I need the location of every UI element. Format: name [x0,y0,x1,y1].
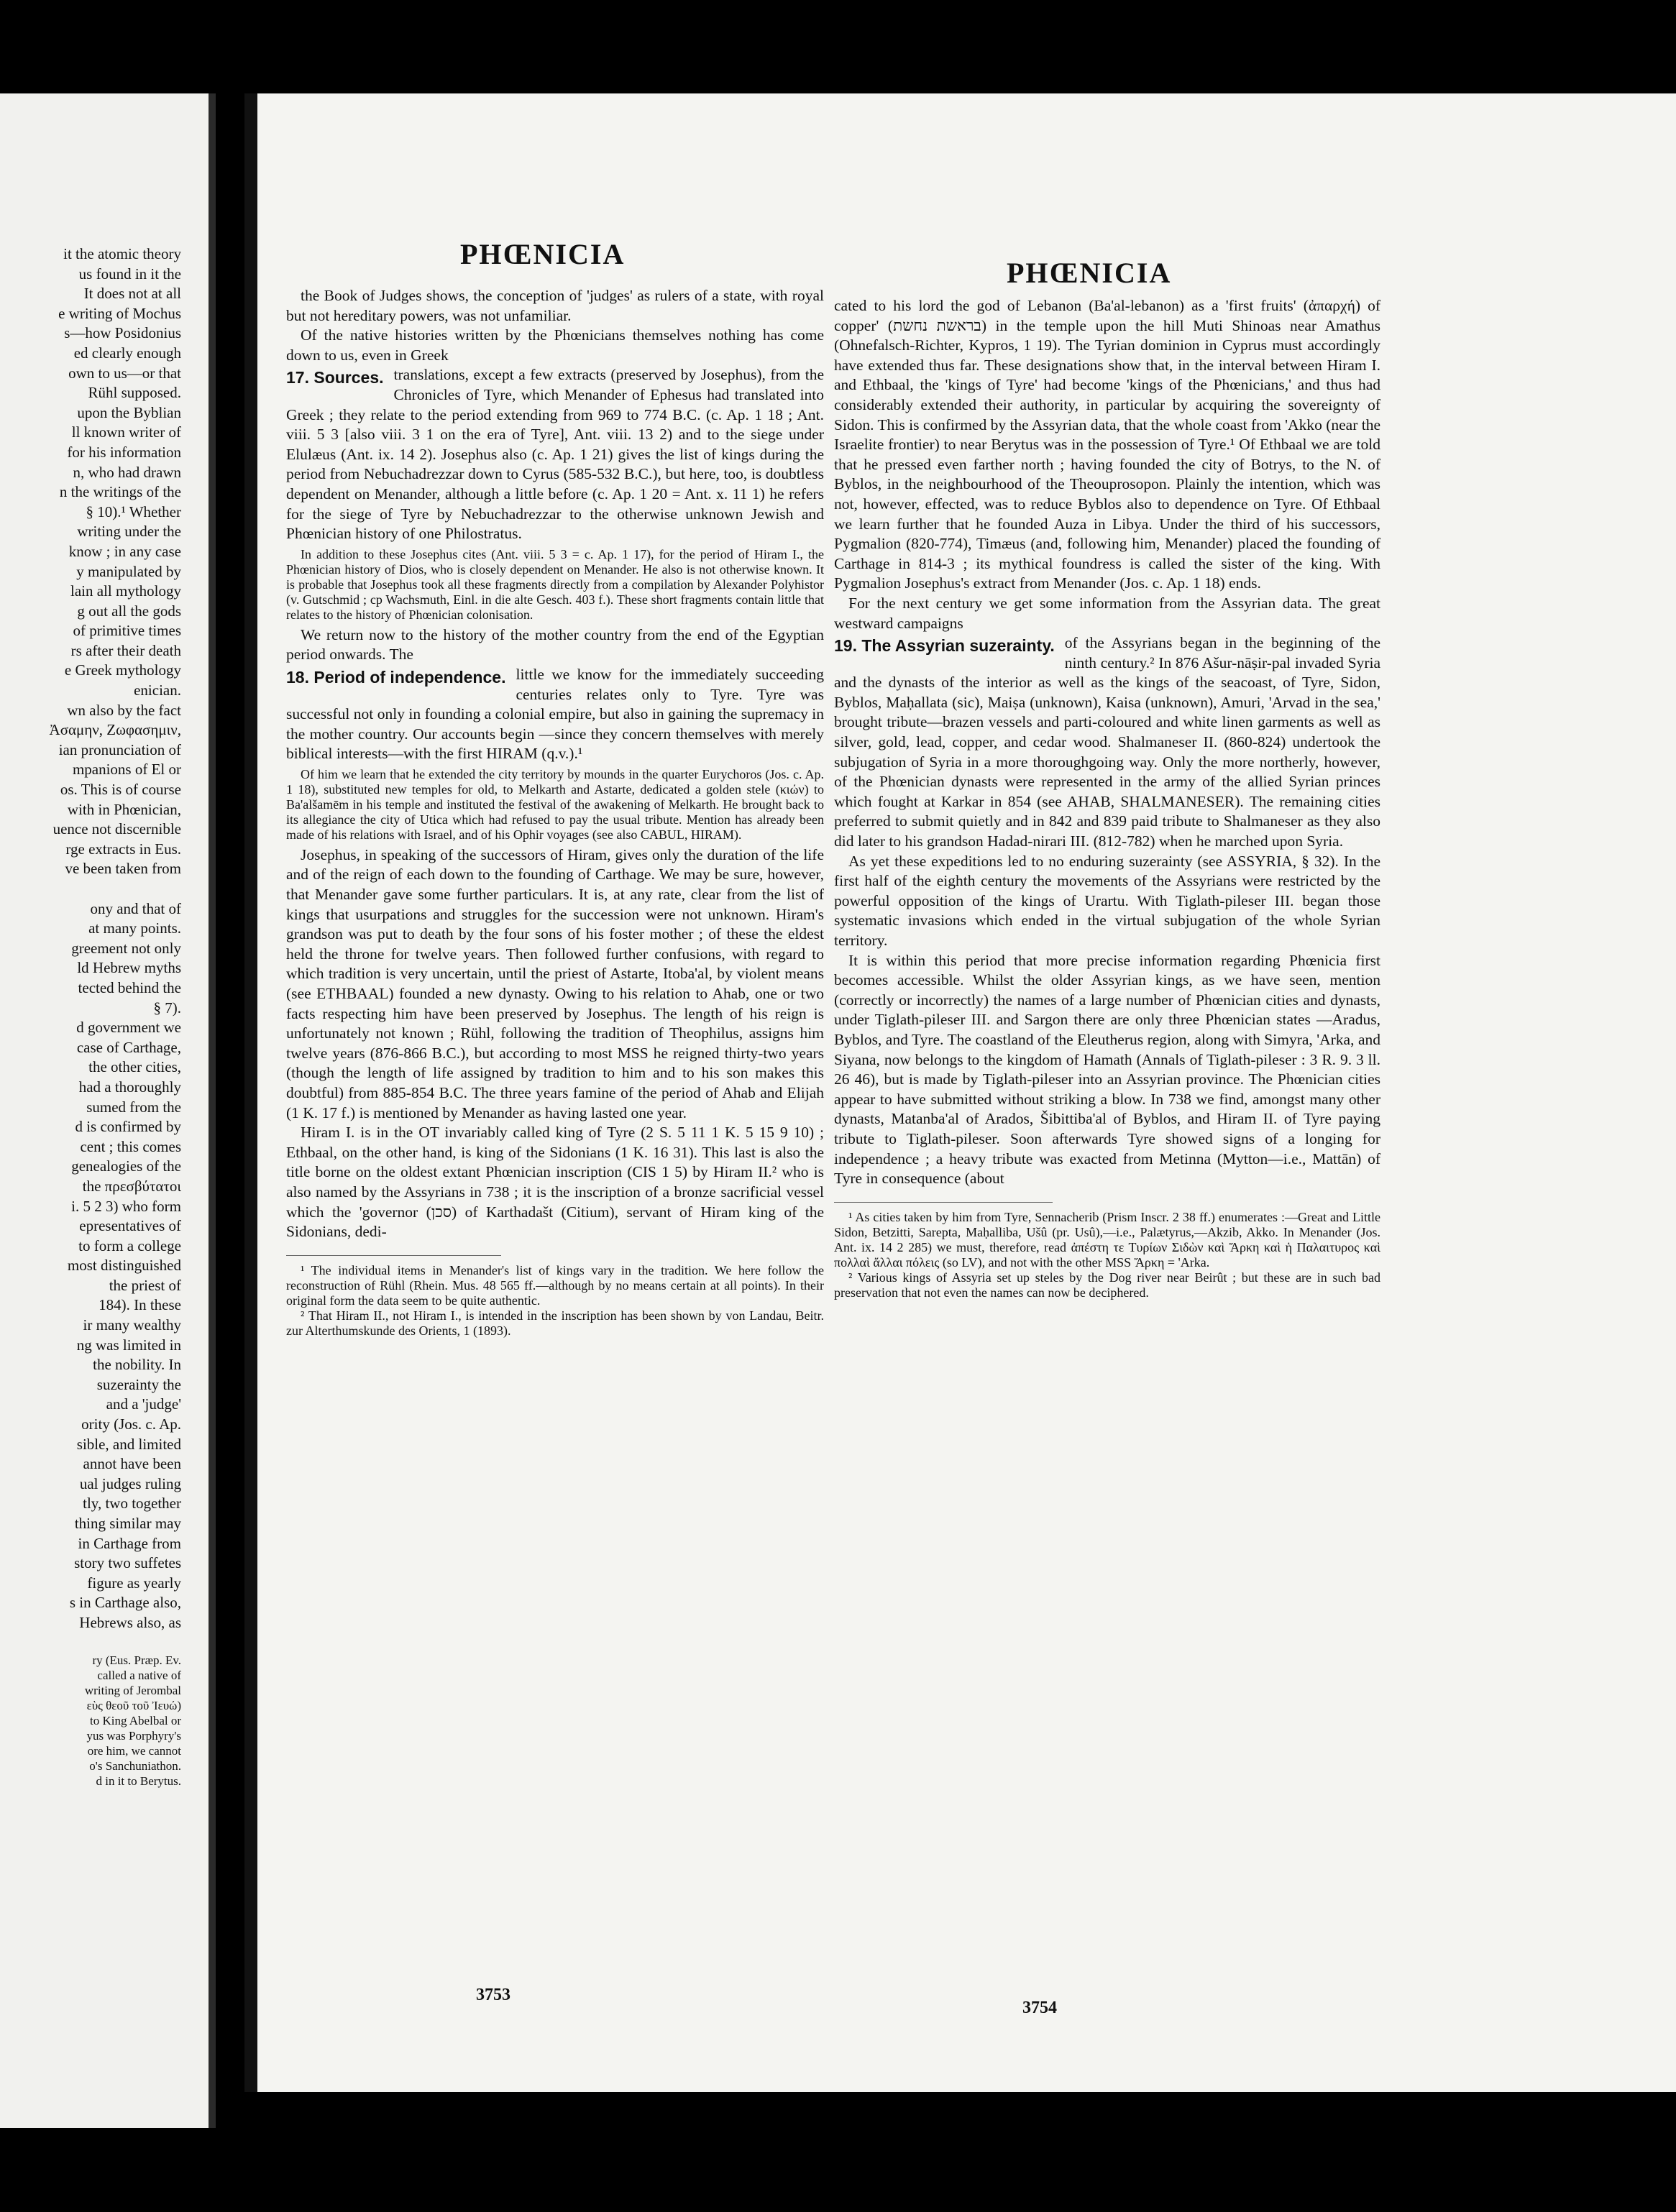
left-page-line: ng was limited in [76,1336,181,1354]
left-page-line [1,1633,181,1653]
left-page-line: d government we [76,1019,181,1037]
section-paragraph [286,665,824,764]
paragraph-text: of the Assyrians began in the beginning of the ninth century.² In 876 Ašur-nāṣir-pal invaded Syria and the dynasts of the interior as well as the kings of the seacoast, of Tyre, Sidon, Byblos, Maḥallata (sic), Maiṣa (unknown), Kaisa (unknown), Amuri, 'Arvad in the sea,' brought tribute—brazen vessels and parti-coloured and white linen garments as well as silver, gold, lead, copper, and cedar wood. Shalmaneser II. (860-824) undertook the subjugation of Syria in a more thoroughgoing way. Only the more northerly, however, of the Phœnician dynasts were represented in the army of the allied Syrian princes which fought at Karkar in 854 (see AHAB, SHALMANESER). The remaining cities preferred to submit quietly and in 842 and 839 paid tribute to Shalmaneser as they also did later to his grandson Hadad-nirari III. (812-782) when he marched upon Syria. [834,634,1380,850]
left-column [286,286,824,1339]
paragraph: Josephus, in speaking of the successors of Hiram, gives only the duration of the life and of the reign of each down to the founding of Carthage. We may be sure, however, that Menander gave some further particulars. It is, at any rate, clear from the list of kings that usurpations and struggles for the succession were not unknown. Hiram's grandson was put to death by the four sons of his foster mother ; of these the eldest held the throne for twelve years. Then followed further confusions, with regard to which tradition is very uncertain, until the priest of Astarte, Itoba'al, by violent means (see ETHBAAL) founded a new dynasty. Owing to his relation to Ahab, one or two facts respecting him have been preserved by Josephus. The length of his reign is unfortunately not known ; Rühl, following the tradition of Theophilus, assigns him twelve years (876-866 B.C.), but according to most MSS he reigned thirty-two years (though the length of life assigned by tradition to him and to his son makes this doubtful) from 885-854 B.C. The three years famine of the period of Ahab and Elijah (1 K. 17 f.) is mentioned by Menander as having lasted one year. [286,845,824,1121]
small-print-paragraph: In addition to these Josephus cites (Ant. viii. 5 3 = c. Ap. 1 17), for the period of Hiram I., the Phœnician history of Dios, who is closely dependent on Menander. He also is not otherwise known. It is probable that Josephus took all these fragments directly from a compilation by Alexander Polyhistor (v. Gutschmid ; cp Wachsmuth, Einl. in die alte Gesch. 403 f.). These short fragments contain little that relates to the history of Phœnician colonisation. [286,546,824,622]
footnote: ² That Hiram II., not Hiram I., is intended in the inscription has been shown by von Landau, Beitr. zur Alterthumskunde des Orients, 1 (1893). [286,1308,824,1338]
left-page-line: with in Phœnician, [67,800,181,818]
left-page-line: thing similar may [74,1515,181,1532]
paragraph: cated to his lord the god of Lebanon (Ba'al-lebanon) as a 'first fruits' (ἀπαρχή) of copper' (בראשת נחשת) in the temple upon the hill Muti Shinoas near Amathus (Ohnefalsch-Richter, Kypros, 1 19). The Tyrian dominion in Cyprus must accordingly have extended thus far. These designations show that, in the interval between Hiram I. and Ethbaal, the 'kings of Tyre' had become 'kings of the Phœnicians,' and thus had considerably extended their authority, in particular by acquiring the sovereignty of Sidon. This is confirmed by the Assyrian data, that the whole coast from 'Akko (near the Israelite frontier) to near Berytus was in the possession of Tyre.¹ Of Ethbaal we are told that he pressed even farther north ; having founded the city of Botrys, to the N. of Byblos, in the neighbourhood of the Theouprosopon. Plainly the intention, which was not, however, effected, was to reduce Byblos also to dependence on Tyre. Of Ethbaal we learn further that he founded Auza in Libya. Under the third of his successors, Pygmalion (820-774), Timæus (and, following him, Menander) placed the founding of Carthage in 814-3 ; its mythical foundress is called the sister of the king. With Pygmalion Josephus's extract from Menander (Jos. c. Ap. 1 18) ends. [834,297,1381,592]
left-page-line [1,879,181,899]
left-page-line: the priest of [109,1276,181,1294]
left-page-line: rs after their death [70,641,181,659]
left-page-line: d in it to Berytus. [96,1774,181,1789]
left-page-line: It does not at all [83,285,181,303]
left-page-line: Rühl supposed. [88,384,181,402]
left-page-line: writing under the [77,523,181,541]
paragraph: We return now to the history of the mother country from the end of the Egyptian period onwards. The [286,625,824,664]
left-page-line: enician. [134,682,181,699]
left-page-line: ore him, we cannot [87,1744,181,1758]
left-page-line: figure as yearly [87,1574,181,1592]
left-page-line: called a native of [97,1669,181,1683]
left-page-line: ed clearly enough [73,344,181,362]
left-page-line: at many points. [88,919,181,937]
left-page-line: g out all the gods [77,602,181,620]
left-page-line: know ; in any case [68,542,181,560]
paragraph: As yet these expeditions led to no enduring suzerainty (see ASSYRIA, § 32). In the first half of the eighth century the movements of the Assyrians were restricted by the powerful opposition of the kings of Urartu. With Tiglath-pileser III. began those systematic invasions which ended in the virtual subjugation of the whole Syrian territory. [834,852,1380,949]
page-number-right: 3754 [1022,1998,1057,2017]
left-page-line: ual judges ruling [79,1474,181,1492]
left-page-line: sumed from the [86,1098,181,1116]
paragraph-text: translations, except a few extracts (preserved by Josephus), from the Chronicles of Tyre, which Menander of Ephesus had translated into Greek ; they relate to the period extending from 969 to 774 B.C. (c. Ap. 1 18 ; Ant. viii. 5 3 [also viii. 3 1 on the era of Tyre], Ant. viii. 13 2) and to the siege under Elulæus (Ant. ix. 14 2). Josephus also (c. Ap. 1 21) gives the list of kings during the period from Nebuchadrezzar down to Cyrus (585-532 B.C.), but here, too, is doubtless dependent on Menander, although a little before (c. Ap. 1 20 = Ant. x. 11 1) he refers for the siege of Tyre by Nebuchadrezzar to the otherwise unknown Jewish and Phœnician history of one Philostratus. [286,366,824,543]
left-page-line: o's Sanchuniathon. [89,1759,181,1773]
left-page-line: had a thoroughly [78,1078,181,1096]
footnote-rule [834,1202,1053,1203]
left-page-line: os. This is of course [60,781,181,799]
section-heading: 19. The Assyrian suzerainty. [834,636,1055,656]
paragraph: Of the native histories written by the Phœnicians themselves nothing has come down to us, even in Greek [286,326,824,364]
section-heading: 17. Sources. [286,368,384,387]
left-page-line: wn also by the fact [67,701,181,719]
footnote: ¹ As cities taken by him from Tyre, Sennacherib (Prism Inscr. 2 38 ff.) enumerates :—Great and Little Sidon, Betzitti, Sarepta, Maḥalliba, Ušû (pr. Usû),—i.e., Palætyrus,—Akzib, Akko. In Menander (Jos. Ant. ix. 14 2 285) we must, therefore, read ἀπέστη τε Τυρίων Σιδὼν καὶ Ἄρκη καὶ ἡ Παλαιτυρος καὶ πολλαὶ ἄλλαι πόλεις (so LV), and not with the other MSS Ἄρκη = 'Arka. [834,1209,1380,1270]
left-page-line: ony and that of [90,899,181,917]
page-header-left: PHŒNICIA [460,238,626,270]
right-column [834,296,1380,1300]
paragraph: the Book of Judges shows, the conception of 'judges' as rulers of a state, with royal but not hereditary powers, was not unfamiliar. [286,287,824,324]
paragraph: It is within this period that more precise information regarding Phœnicia first becomes accessible. Whilst the older Assyrian kings, as we have seen, mention (correctly or incorrectly) the names of a large number of Phœnician cities and dynasts, under Tiglath-pileser III. and Sargon there are only three Phœnician states —Aradus, Byblos, and Tyre. The coastland of the Eleutherus region, along with Simyra, 'Arka, and Siyana, now belongs to the kingdom of Hamath (Annals of Tiglath-pileser : 3 R. 9. 3 ll. 26 46), but is made by Tiglath-pileser into an Assyrian province. The Phœnician cities appear to have submitted without striking a blow. In 738 we find, amongst many other dynasts, Matanba'al of Arados, Šibittiba'al of Byblos, and Hiram II. of Tyre paying tribute to Tiglath-pileser. Soon afterwards Tyre showed signs of a longing for independence ; a heavy tribute was exacted from Metinna (Mytton—i.e., Mattān) of Tyre in consequence (about [834,951,1380,1188]
section-paragraph [834,633,1380,852]
book-gutter [209,93,216,2128]
section-paragraph [286,365,824,543]
left-page-line: s in Carthage also, [69,1594,181,1612]
footnote: ¹ The individual items in Menander's list of kings vary in the tradition. We here follow the reconstruction of Rühl (Rhein. Mus. 48 565 ff.—although by no means certain at all points). In their original form the data seem to be quite authentic. [286,1262,824,1308]
left-page-line: ority (Jos. c. Ap. [81,1415,181,1433]
left-page-line: sible, and limited [76,1435,181,1453]
left-page-line: the nobility. In [93,1356,181,1374]
left-page-line: ian pronunciation of [58,740,181,758]
left-page-line: e Greek mythology [64,661,181,679]
section-heading: 18. Period of independence. [286,667,506,687]
left-page-line: § 10).¹ Whether [86,502,181,520]
left-page-line: case of Carthage, [76,1038,181,1056]
left-page-line: mpanions of El or [72,761,181,779]
left-page-line: s—how Posidonius [64,324,181,342]
left-page-line: n, who had drawn [73,463,181,481]
page-spine-shadow [244,93,257,2092]
page-header-right: PHŒNICIA [1007,257,1172,289]
small-print-paragraph: Of him we learn that he extended the city territory by mounds in the quarter Eurychoros (Jos. c. Ap. 1 18), substituted new temples for old, to Melkarth and Astarte, dedicated a golden stele (κιών) to Ba'alšamēm in his temple and instituted the festival of the awakening of Melkarth. He brought back to its allegiance the city of Utica which had refused to pay the usual tribute. Mention has already been made of his relations with Israel, and of his Ophir voyages (see also CABUL, HIRAM). [286,766,824,842]
left-page-line: genealogies of the [71,1157,181,1175]
left-page-line: suzerainty the [96,1375,181,1393]
left-page-line: the other cities, [88,1058,181,1076]
left-page-line: to King Abelbal or [89,1714,181,1728]
left-page-line: us found in it the [78,265,181,283]
left-page-line: uence not discernible [52,820,181,838]
paragraph: Hiram I. is in the OT invariably called king of Tyre (2 S. 5 11 1 K. 5 15 9 10) ; Ethbaal, on the other hand, is king of the Sidonians (1 K. 16 31). This last is also the title borne on the oldest extant Phœnician inscription (CIS 1 5) by Hiram II.² who is also named by the Assyrians in 738 ; it is the inscription of a bronze sacrificial vessel which the 'governor (סכן) of Karthadašt (Citium), servant of Hiram king of the Sidonians, dedi- [286,1124,824,1241]
left-page-line: the πρεσβύτατοι [82,1177,181,1195]
left-page-line: story two suffetes [74,1554,181,1572]
left-facing-page [0,93,216,2128]
left-page-line: own to us—or that [68,364,181,382]
left-page-line: cent ; this comes [80,1137,181,1155]
left-page-line: most distinguished [67,1257,181,1275]
left-page-line: rge extracts in Eus. [65,840,181,858]
left-page-line: d is confirmed by [75,1118,181,1136]
left-page-line: i. 5 2 3) who form [71,1197,181,1215]
left-page-line: in Carthage from [78,1534,181,1552]
paragraph: For the next century we get some information from the Assyrian data. The great westward campaigns [834,594,1380,632]
paragraph-text: little we know for the immediately succeeding centuries relates only to Tyre. Tyre was successful not only in founding a colonial empire, but also in gaining the supremacy in the mother country. Our accounts begin —since they concern themselves with merely biblical interests—with the first HIRAM (q.v.).¹ [286,665,824,763]
left-page-line: § 7). [153,999,181,1016]
left-page-line: tly, two together [83,1495,181,1513]
left-page-line: annot have been [83,1455,181,1473]
left-page-line: it the atomic theory [63,245,181,262]
left-page-line: ry (Eus. Præp. Ev. [92,1653,181,1668]
left-page-line: tected behind the [78,978,181,996]
footnote-rule [286,1255,501,1256]
left-page-line: y manipulated by [76,562,181,580]
left-page-line: e writing of Mochus [58,304,181,322]
left-page-line: ir many wealthy [83,1316,181,1334]
left-page-line: of primitive times [73,622,181,640]
left-page-line: ld Hebrew myths [77,959,181,977]
left-page-line: ve been taken from [65,860,181,878]
left-page-line: and a 'judge' [106,1395,181,1413]
left-page-line: epresentatives of [79,1217,181,1235]
left-page-line: for his information [67,443,181,461]
left-page-line: Hebrews also, as [79,1613,181,1631]
left-page-line: writing of Jerombal [84,1684,181,1698]
left-page-line: to form a college [78,1236,181,1254]
left-page-line: 184). In these [99,1296,181,1314]
left-page-line: ll known writer of [71,423,181,441]
left-page-line: lain all mythology [70,582,181,600]
left-page-line: upon the Byblian [77,403,181,421]
footnote: ² Various kings of Assyria set up steles by the Dog river near Beirût ; but these are in such bad preservation that not even the names can now be deciphered. [834,1270,1380,1300]
left-page-line: Ἀσαμην, Ζωφασημιν, [49,721,181,739]
left-page-line: greement not only [71,939,181,957]
left-page-line: n the writings of the [59,483,181,501]
left-page-line: yus was Porphyry's [86,1729,181,1743]
left-page-text-column [1,244,181,1789]
left-page-line: εὺς θεοῦ τοῦ Ἰευώ) [86,1699,181,1713]
page-number-left: 3753 [476,1986,510,2004]
